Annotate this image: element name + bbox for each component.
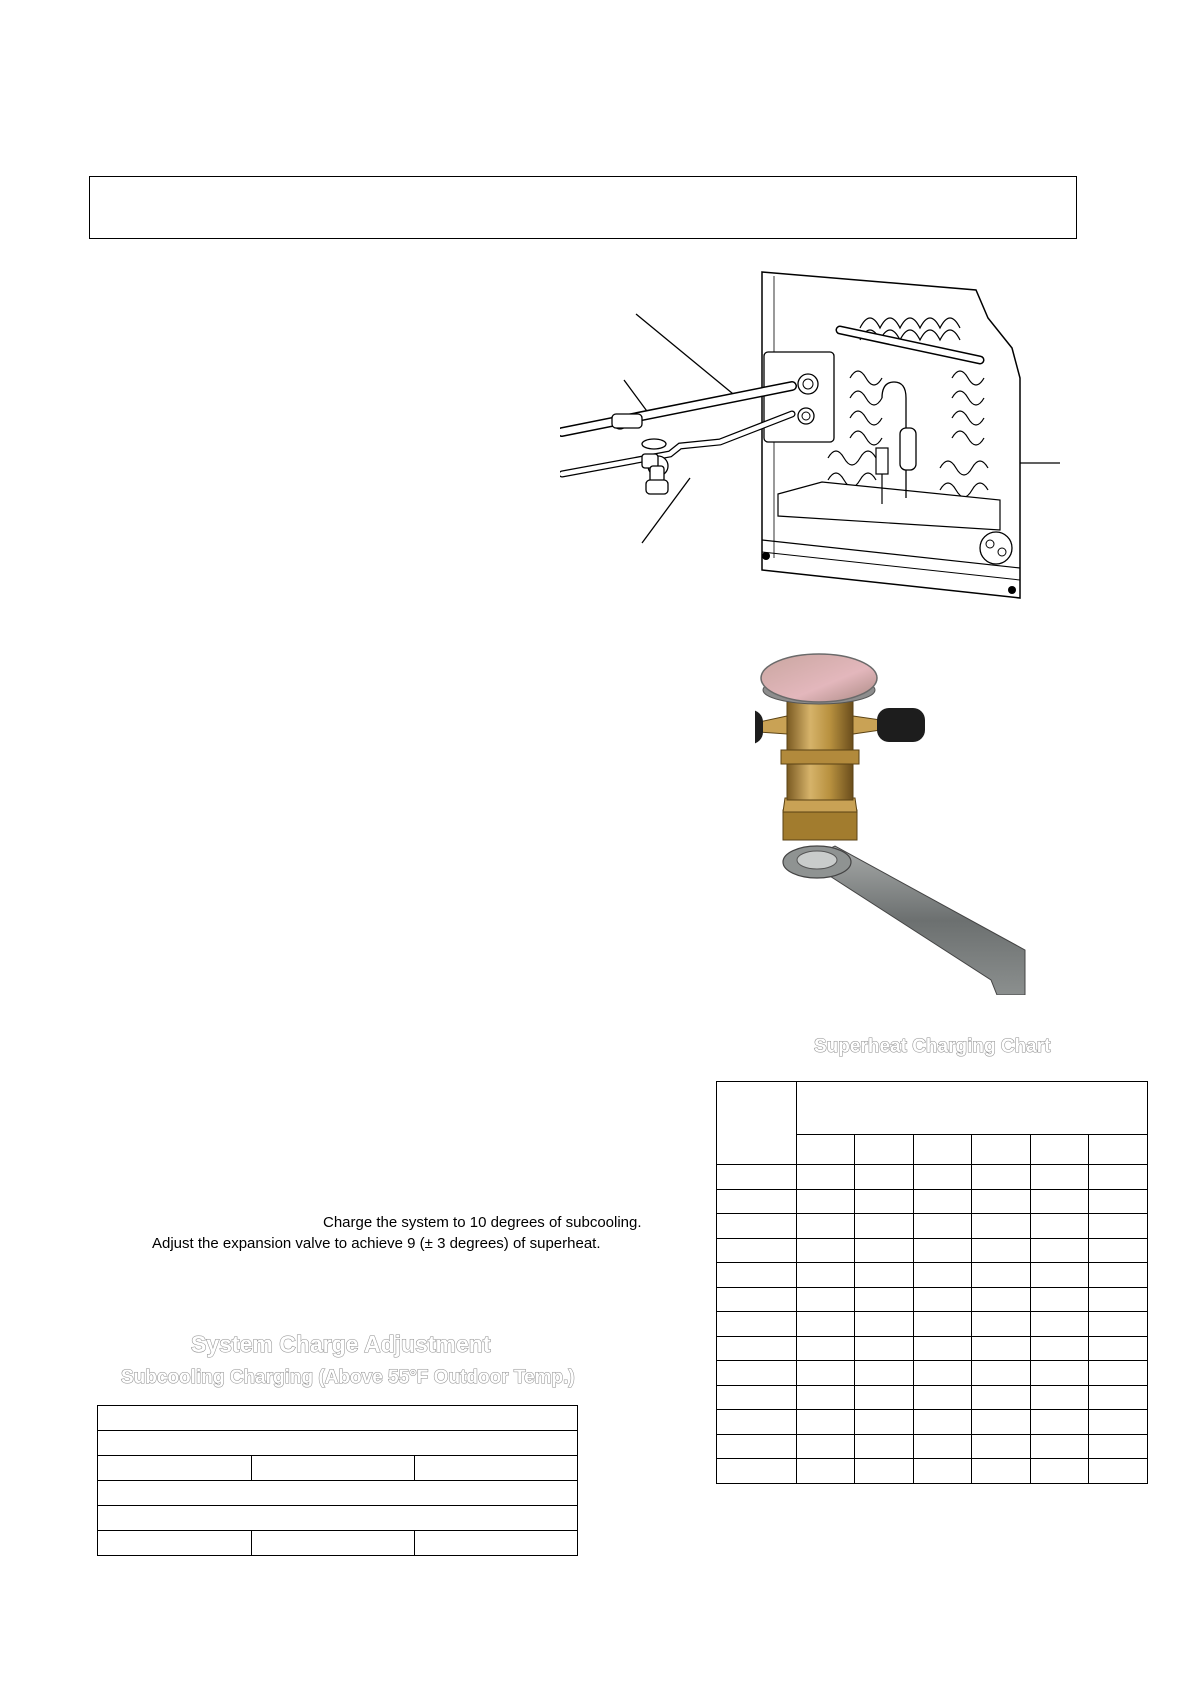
superheat-instruction: Adjust the expansion valve to achieve 9 (± 3 degrees) of superheat.	[152, 1235, 601, 1252]
table-cell	[797, 1385, 855, 1410]
table-cell	[797, 1336, 855, 1361]
table-header-cell	[717, 1082, 797, 1165]
table-header-cell	[1089, 1135, 1148, 1165]
table-cell	[972, 1287, 1031, 1312]
expansion-valve-photo	[755, 650, 1035, 995]
table-cell	[98, 1481, 578, 1506]
table-cell	[855, 1459, 914, 1484]
table-cell	[717, 1165, 797, 1190]
table-header-cell	[914, 1135, 972, 1165]
table-row	[717, 1361, 1148, 1386]
table-cell	[797, 1434, 855, 1459]
table-cell	[1089, 1336, 1148, 1361]
table-cell	[797, 1410, 855, 1435]
table-cell	[1089, 1238, 1148, 1263]
table-cell	[972, 1459, 1031, 1484]
table-cell	[914, 1287, 972, 1312]
table-cell	[855, 1361, 914, 1386]
table-cell	[1089, 1165, 1148, 1190]
table-cell	[972, 1385, 1031, 1410]
table-cell	[98, 1406, 578, 1431]
table-cell	[797, 1165, 855, 1190]
table-cell	[914, 1214, 972, 1239]
table-cell	[855, 1189, 914, 1214]
table-cell	[1031, 1165, 1089, 1190]
table-row	[98, 1531, 578, 1556]
table-cell	[972, 1410, 1031, 1435]
subcooling-instruction: Charge the system to 10 degrees of subcooling.	[323, 1214, 642, 1231]
table-cell	[1031, 1312, 1089, 1337]
table-cell	[855, 1238, 914, 1263]
table-cell	[914, 1165, 972, 1190]
table-cell	[1031, 1214, 1089, 1239]
table-row	[717, 1189, 1148, 1214]
table-row	[717, 1287, 1148, 1312]
table-header-cell	[797, 1082, 1148, 1135]
table-cell	[797, 1214, 855, 1239]
table-cell	[914, 1238, 972, 1263]
table-cell	[98, 1456, 252, 1481]
table-cell	[1031, 1336, 1089, 1361]
table-cell	[972, 1189, 1031, 1214]
table-cell	[914, 1312, 972, 1337]
superheat-charging-table	[716, 1081, 1148, 1484]
table-cell	[1031, 1189, 1089, 1214]
table-cell	[972, 1434, 1031, 1459]
table-cell	[1031, 1434, 1089, 1459]
table-cell	[717, 1410, 797, 1435]
table-row	[717, 1263, 1148, 1288]
table-cell	[914, 1361, 972, 1386]
table-cell	[855, 1263, 914, 1288]
table-cell	[717, 1287, 797, 1312]
table-header-cell	[1031, 1135, 1089, 1165]
table-cell	[415, 1456, 578, 1481]
table-cell	[1031, 1459, 1089, 1484]
table-cell	[717, 1459, 797, 1484]
table-cell	[98, 1506, 578, 1531]
table-header-row	[717, 1082, 1148, 1135]
table-cell	[855, 1312, 914, 1337]
table-cell	[717, 1361, 797, 1386]
coil-assembly-diagram	[560, 268, 1080, 608]
table-cell	[1031, 1361, 1089, 1386]
table-cell	[252, 1456, 415, 1481]
table-row	[717, 1312, 1148, 1337]
table-cell	[1089, 1287, 1148, 1312]
table-cell	[252, 1531, 415, 1556]
table-row	[717, 1238, 1148, 1263]
table-row	[717, 1459, 1148, 1484]
table-cell	[717, 1336, 797, 1361]
table-cell	[914, 1459, 972, 1484]
table-cell	[1031, 1385, 1089, 1410]
table-cell	[797, 1287, 855, 1312]
table-cell	[717, 1263, 797, 1288]
table-cell	[797, 1238, 855, 1263]
table-cell	[914, 1385, 972, 1410]
table-cell	[1089, 1214, 1148, 1239]
table-cell	[797, 1361, 855, 1386]
table-cell	[855, 1287, 914, 1312]
table-row	[98, 1406, 578, 1431]
table-cell	[1031, 1287, 1089, 1312]
table-cell	[972, 1361, 1031, 1386]
table-cell	[914, 1434, 972, 1459]
table-cell	[717, 1434, 797, 1459]
table-header-cell	[972, 1135, 1031, 1165]
table-cell	[797, 1263, 855, 1288]
table-cell	[855, 1214, 914, 1239]
table-cell	[972, 1165, 1031, 1190]
table-cell	[972, 1336, 1031, 1361]
table-cell	[914, 1410, 972, 1435]
table-cell	[1089, 1385, 1148, 1410]
table-cell	[914, 1336, 972, 1361]
table-cell	[1089, 1263, 1148, 1288]
table-cell	[797, 1189, 855, 1214]
table-cell	[1089, 1459, 1148, 1484]
superheat-chart-title: Superheat Charging Chart	[814, 1036, 1051, 1057]
table-cell	[717, 1189, 797, 1214]
table-row	[717, 1410, 1148, 1435]
table-header-cell	[797, 1135, 855, 1165]
table-cell	[972, 1263, 1031, 1288]
table-cell	[855, 1385, 914, 1410]
table-row	[98, 1506, 578, 1531]
table-cell	[1089, 1410, 1148, 1435]
table-cell	[855, 1434, 914, 1459]
table-cell	[415, 1531, 578, 1556]
table-cell	[717, 1312, 797, 1337]
table-cell	[1031, 1410, 1089, 1435]
table-row	[717, 1165, 1148, 1190]
table-row	[717, 1214, 1148, 1239]
table-row	[717, 1385, 1148, 1410]
table-row	[717, 1434, 1148, 1459]
table-cell	[855, 1336, 914, 1361]
table-row	[98, 1431, 578, 1456]
table-cell	[914, 1189, 972, 1214]
table-cell	[717, 1385, 797, 1410]
table-cell	[972, 1312, 1031, 1337]
table-header-cell	[855, 1135, 914, 1165]
table-cell	[855, 1165, 914, 1190]
table-cell	[1031, 1238, 1089, 1263]
table-cell	[914, 1263, 972, 1288]
table-cell	[1089, 1312, 1148, 1337]
header-banner-box	[89, 176, 1077, 239]
table-row	[98, 1481, 578, 1506]
table-cell	[1089, 1361, 1148, 1386]
table-cell	[797, 1312, 855, 1337]
table-cell	[98, 1531, 252, 1556]
table-cell	[717, 1214, 797, 1239]
table-cell	[972, 1214, 1031, 1239]
table-row	[717, 1336, 1148, 1361]
subcooling-charging-subtitle: Subcooling Charging (Above 55°F Outdoor Temp.)	[121, 1367, 575, 1388]
table-cell	[797, 1459, 855, 1484]
table-cell	[717, 1238, 797, 1263]
table-cell	[98, 1431, 578, 1456]
table-cell	[1031, 1263, 1089, 1288]
table-row	[98, 1456, 578, 1481]
table-cell	[855, 1410, 914, 1435]
table-cell	[1089, 1189, 1148, 1214]
table-cell	[972, 1238, 1031, 1263]
table-cell	[1089, 1434, 1148, 1459]
subcooling-charging-table	[97, 1405, 578, 1556]
system-charge-title: System Charge Adjustment	[191, 1331, 491, 1357]
